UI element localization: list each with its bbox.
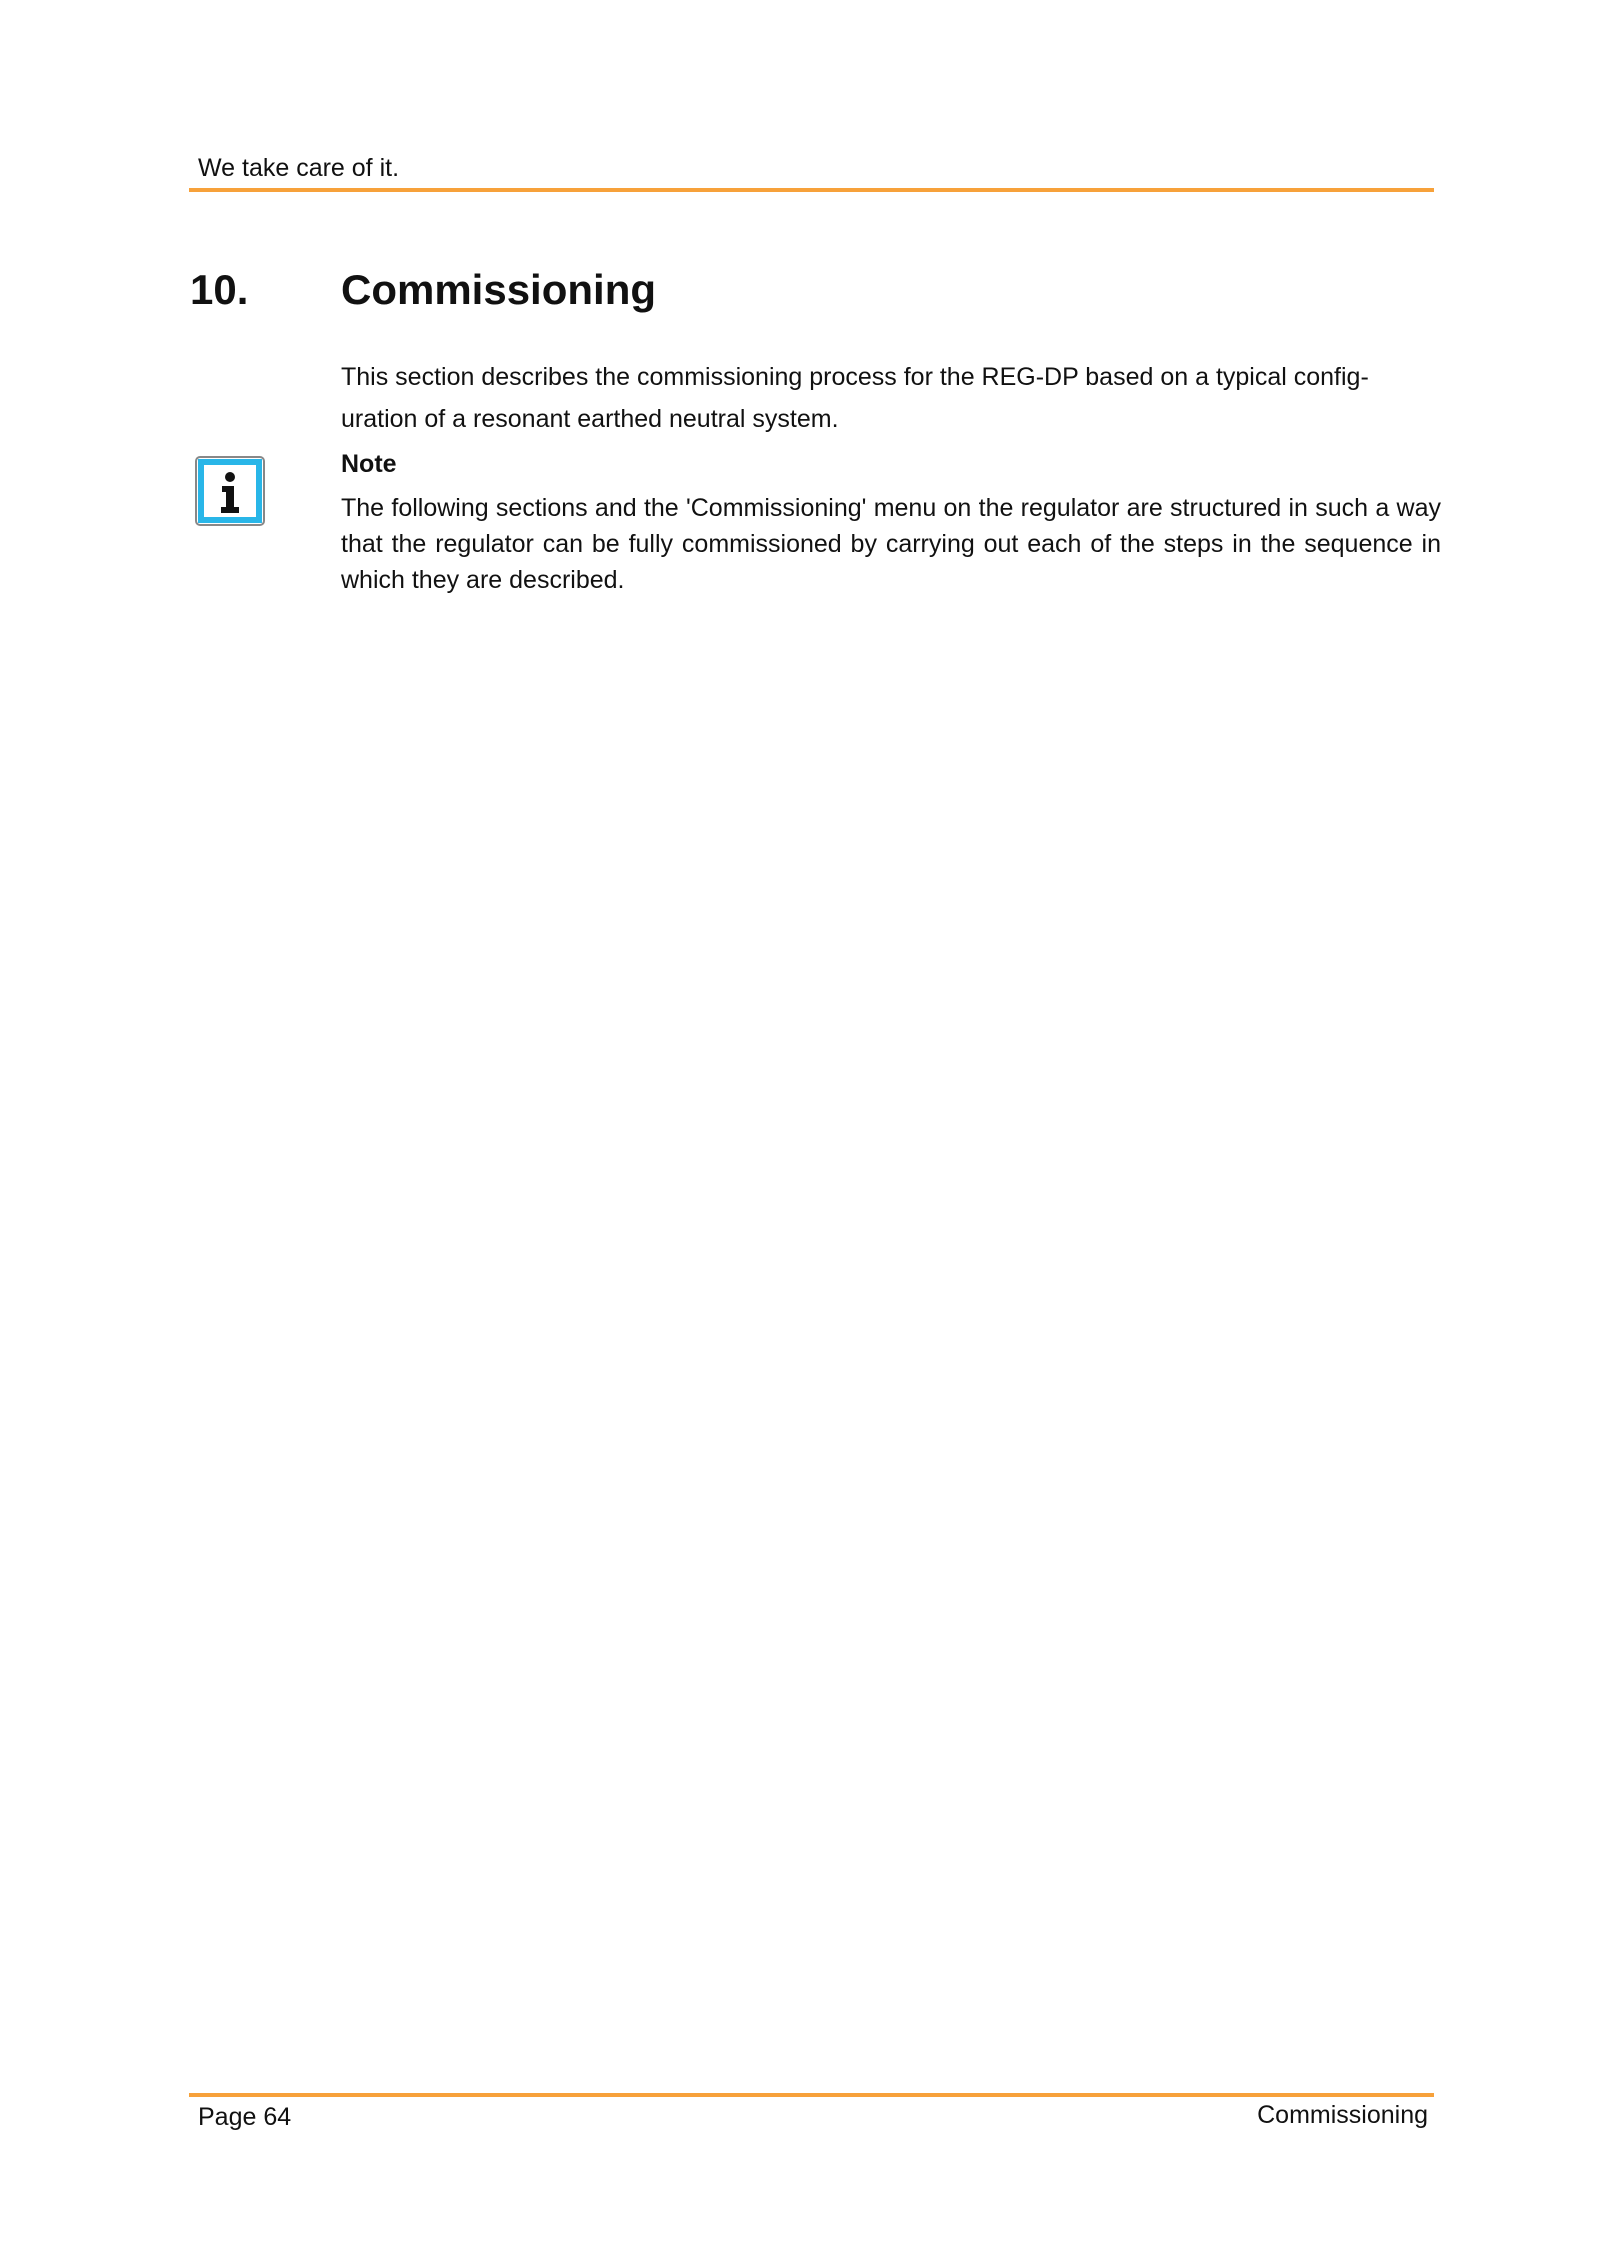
header-rule (189, 188, 1434, 192)
note-heading: Note (341, 450, 397, 478)
intro-paragraph: This section describes the commissioning process for the REG-DP based on a typical config-uration of a resonant earthed neutral system. (341, 363, 1369, 433)
note-body: The following sections and the 'Commissioning' menu on the regulator are structured in such a way that the regulator can be fully commissioned by carrying out each of the steps in the sequence in which they are described. (341, 494, 1441, 594)
chapter-number: 10. (190, 266, 249, 313)
footer-rule (189, 2093, 1434, 2097)
info-icon (192, 453, 268, 529)
chapter-title: Commissioning (341, 266, 657, 313)
footer-page-number: Page 64 (198, 2103, 292, 2131)
header-tagline: We take care of it. (198, 154, 400, 182)
footer-section-name: Commissioning (1257, 2101, 1428, 2129)
